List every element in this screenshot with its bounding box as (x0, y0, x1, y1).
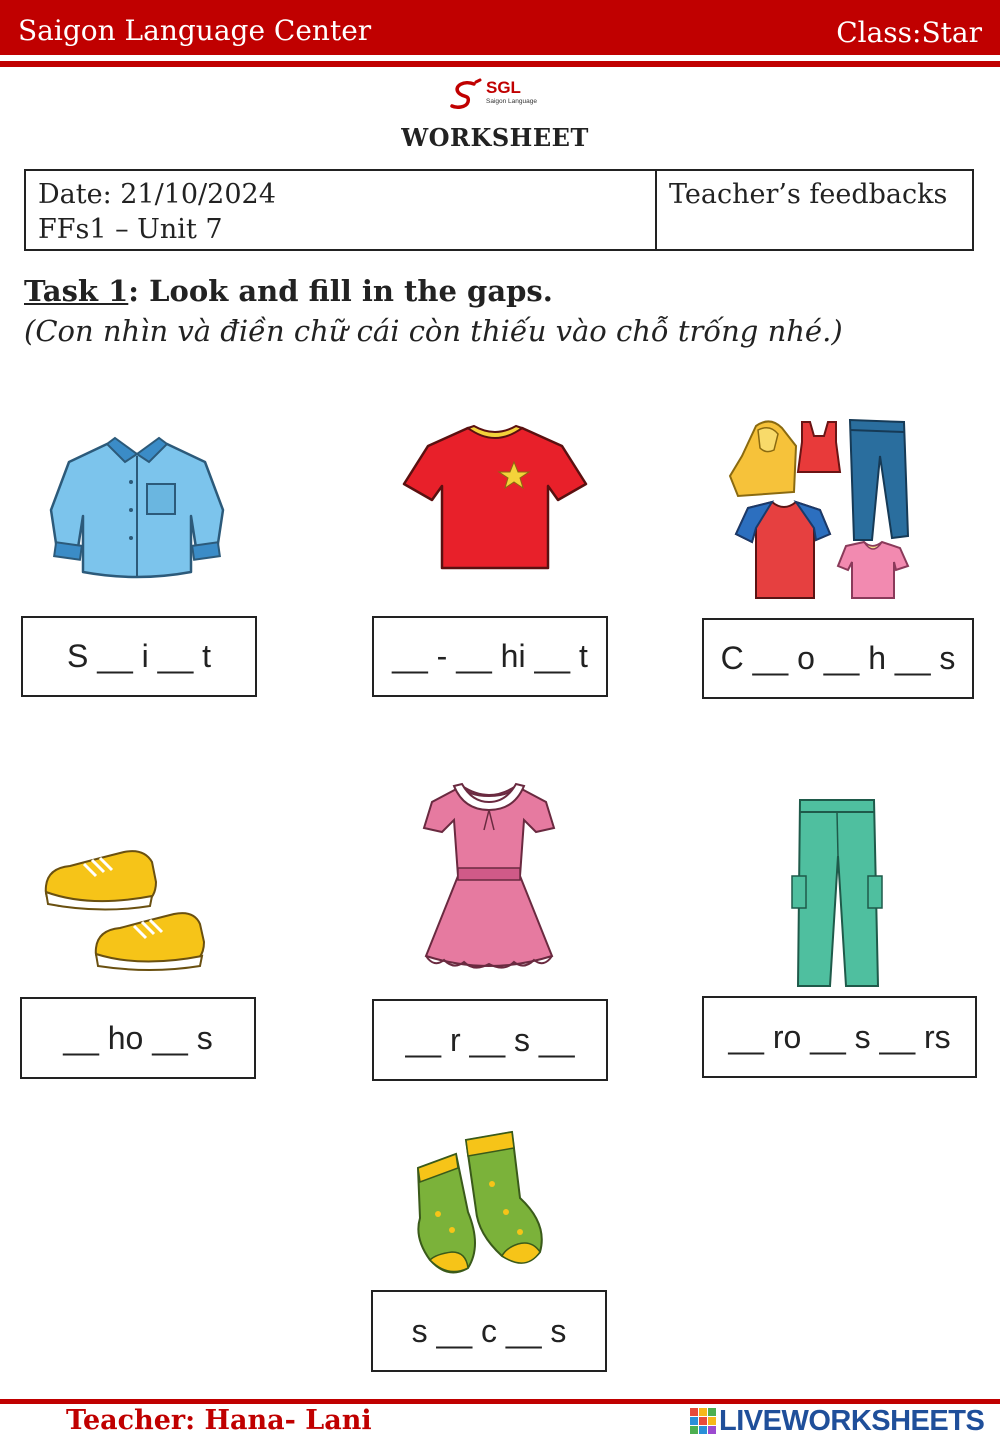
task-instruction: : Look and fill in the gaps. (128, 274, 553, 308)
info-table (24, 169, 974, 251)
sgl-logo (448, 78, 548, 114)
date-line: Date: 21/10/2024 (38, 179, 276, 210)
t-shirt-icon (402, 424, 588, 574)
answer-box-socks[interactable]: s __ c __ s (371, 1290, 607, 1372)
liveworksheets-grid-icon (690, 1408, 716, 1434)
liveworksheets-text: LIVEWORKSHEETS (719, 1404, 985, 1437)
trousers-icon (790, 796, 884, 988)
header-rule (0, 61, 1000, 67)
answer-box-shoes[interactable]: __ ho __ s (20, 997, 256, 1079)
unit-line: FFs1 – Unit 7 (38, 214, 223, 245)
answer-box-dress[interactable]: __ r __ s __ (372, 999, 608, 1081)
task-number: Task 1 (24, 274, 129, 308)
liveworksheets-logo (690, 1404, 984, 1438)
logo-subtext: Saigon Language (486, 98, 537, 105)
answer-box-shirt[interactable]: S __ i __ t (21, 616, 257, 697)
task-translation: (Con nhìn và điền chữ cái còn thiếu vào chỗ trống nhé.) (24, 314, 843, 348)
clothes-icon (726, 416, 912, 602)
logo-text: SGL (486, 78, 521, 97)
shoes-icon (40, 848, 206, 970)
answer-box-t-shirt[interactable]: __ - __ hi __ t (372, 616, 608, 697)
swirl-logo-icon (448, 78, 484, 112)
class-label: Class:Star (836, 16, 982, 49)
teacher-feedback-label: Teacher’s feedbacks (669, 179, 948, 210)
answer-box-clothes[interactable]: C __ o __ h __ s (702, 618, 974, 699)
task-heading (24, 274, 553, 308)
answer-box-trousers[interactable]: __ ro __ s __ rs (702, 996, 977, 1078)
table-divider (655, 171, 657, 249)
dress-icon (414, 780, 564, 978)
teacher-name: Teacher: Hana- Lani (66, 1405, 372, 1436)
shirt-icon (45, 432, 230, 582)
socks-icon (408, 1128, 554, 1278)
worksheet-title: WORKSHEET (401, 123, 589, 152)
center-name: Saigon Language Center (18, 14, 372, 47)
